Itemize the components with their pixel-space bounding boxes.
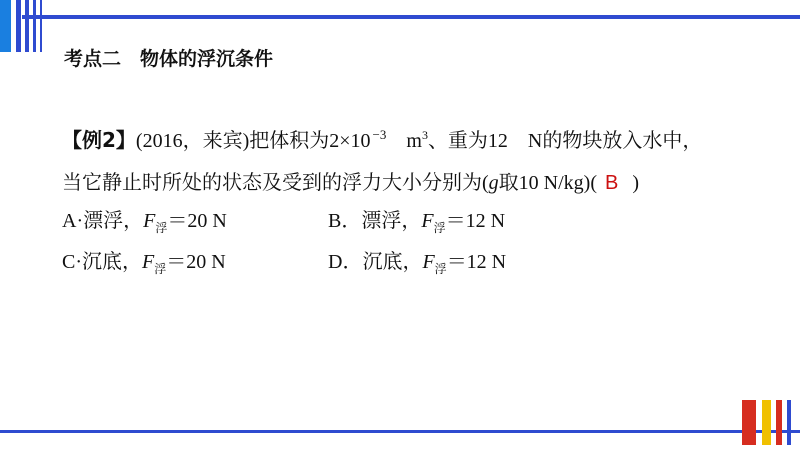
question-text: 、重为12 N的物块放入水中， [427,130,703,152]
closing-paren: ) [632,172,640,194]
deco-stripe [787,400,791,445]
force-symbol: F [421,210,434,232]
deco-stripe [762,400,771,445]
option-b[interactable] [328,204,505,236]
exponent: −3 [372,127,387,142]
option-a[interactable] [62,204,227,236]
force-subscript: 浮 [434,262,447,276]
question-text: 当它静止时所处的状态及受到的浮力大小分别为( [62,172,489,194]
option-c[interactable] [62,245,226,277]
answer-mark: B [605,172,619,194]
top-divider [22,15,800,19]
deco-bar [0,0,11,52]
question-line-1 [62,124,702,153]
footer-decoration [742,400,800,445]
option-label: C·沉底， [62,251,142,273]
option-value: ＝20 N [167,210,227,232]
force-subscript: 浮 [154,262,167,276]
g-symbol: g [488,172,499,194]
bottom-divider [0,430,800,433]
force-subscript: 浮 [433,221,446,235]
option-value: ＝20 N [166,251,226,273]
deco-stripe [776,400,782,445]
question-line-2 [62,166,639,195]
option-value: ＝12 N [445,210,506,232]
unit-text: m [386,130,422,152]
option-label: B．漂浮， [328,210,422,232]
force-symbol: F [143,210,156,232]
force-symbol: F [422,251,435,273]
option-d[interactable] [328,245,506,277]
header-decoration [0,0,46,52]
example-tag: 【例2】 [62,128,136,152]
section-title: 考点二 物体的浮沉条件 [64,48,274,70]
question-text: 取10 N/kg)( [498,172,597,194]
force-symbol: F [142,251,155,273]
deco-bar [16,0,21,52]
force-subscript: 浮 [155,221,168,235]
deco-stripe [742,400,756,445]
unit-superscript: 3 [421,128,428,142]
option-label: D．沉底， [328,251,423,273]
deco-bar [40,0,42,52]
deco-bar [25,0,29,52]
option-label: A·漂浮， [62,210,144,232]
question-text: (2016，来宾)把体积为2×10 [135,130,371,152]
option-value: ＝12 N [446,251,507,273]
deco-bar [33,0,36,52]
